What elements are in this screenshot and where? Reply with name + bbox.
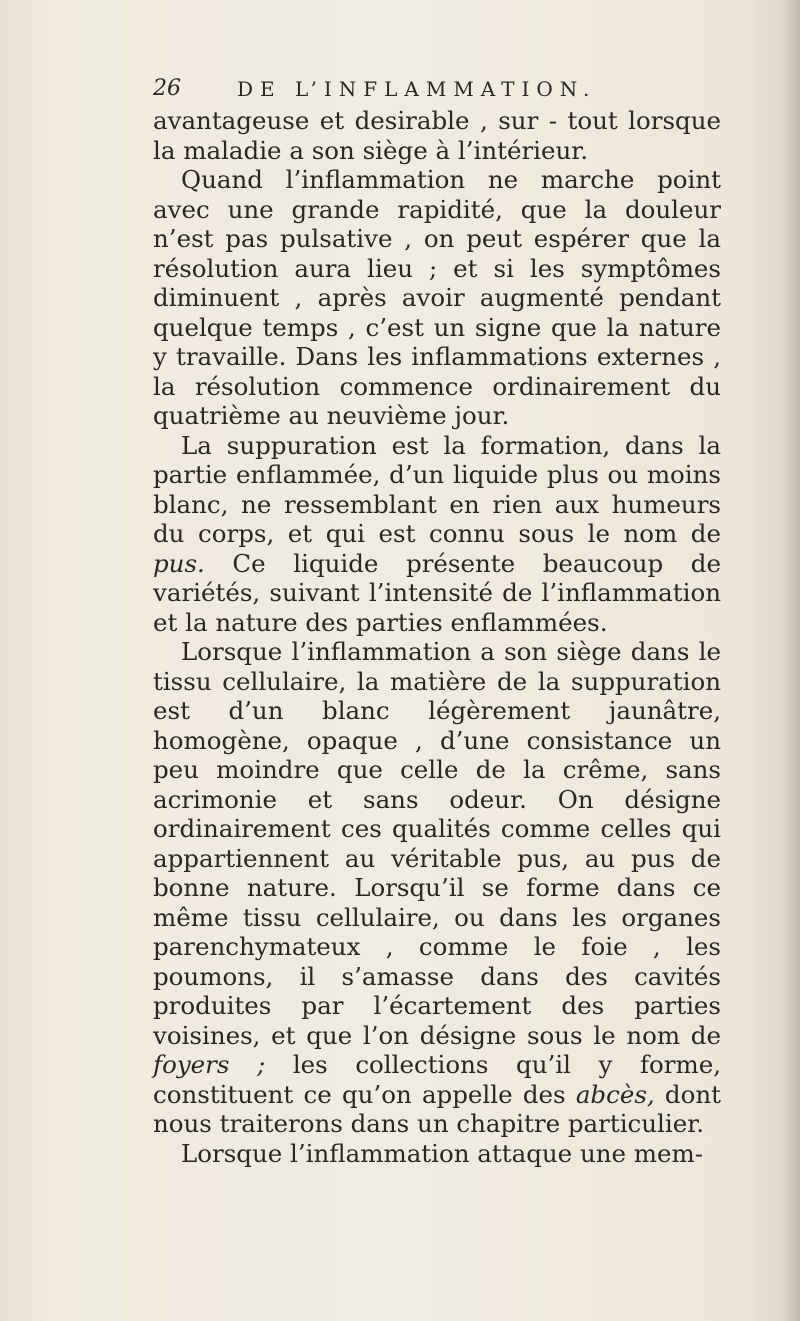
paragraph-continuation bbox=[153, 106, 721, 165]
text-run: Quand l’inflammation ne marche point avec une grande rapidité, que la douleur n’est pas pulsative , on peut espérer que la résolution aura lieu ; et si les symptômes diminuent , après avoir augmenté pendant quelque temps , c’est un signe que la nature y travaille. Dans les inflammations externes , la résolution commence ordinairement du quatrième au neuvième jour. bbox=[153, 165, 721, 430]
italic-term-pus: pus. bbox=[153, 548, 205, 578]
page-header bbox=[153, 72, 713, 106]
text-run: Ce liquide présente beaucoup de variétés, suivant l’intensité de l’inflammation et la nature des parties enflammées. bbox=[153, 548, 721, 637]
paragraph-resolution bbox=[153, 165, 721, 431]
text-run: Lorsque l’inflammation a son siège dans le tissu cellulaire, la matière de la suppuration est d’un blanc légèrement jaunâtre, homogène, opaque , d’une consistance un peu moindre que celle de la crême, sans acrimonie et sans odeur. On désigne ordinairement ces qualités comme celles qui appartiennent au véritable pus, au pus de bonne nature. Lorsqu’il se forme dans ce même tissu cellulaire, ou dans les organes parenchymateux , comme le foie , les poumons, il s’amasse dans des cavités produites par l’écartement des parties voisines, et que l’on désigne sous le nom de bbox=[153, 637, 721, 1050]
body-text bbox=[153, 106, 721, 1168]
paragraph-membrane bbox=[153, 1139, 721, 1169]
italic-term-abces: abcès, bbox=[575, 1079, 655, 1109]
page-edge-shadow bbox=[782, 0, 800, 1321]
paragraph-suppuration bbox=[153, 431, 721, 638]
text-run: les collections qu’il y forme, constituent ce qu’on appelle des bbox=[153, 1050, 721, 1109]
text-run: La suppuration est la formation, dans la partie enflammée, d’un liquide plus ou moins blanc, ne ressemblant en rien aux humeurs du corps, et qui est connu sous le nom de bbox=[153, 430, 721, 548]
text-run: Lorsque l’inflammation attaque une mem- bbox=[181, 1138, 704, 1168]
running-head: DE L’INFLAMMATION. bbox=[237, 77, 597, 101]
text-run: avantageuse et desirable , sur - tout lorsque la maladie a son siège à l’intérieur. bbox=[153, 106, 721, 165]
text-run: dont nous traiterons dans un chapitre particulier. bbox=[153, 1079, 721, 1138]
page-number: 26 bbox=[153, 76, 181, 101]
italic-term-foyers: foyers ; bbox=[153, 1050, 266, 1079]
paragraph-tissu-cellulaire bbox=[153, 637, 721, 1139]
